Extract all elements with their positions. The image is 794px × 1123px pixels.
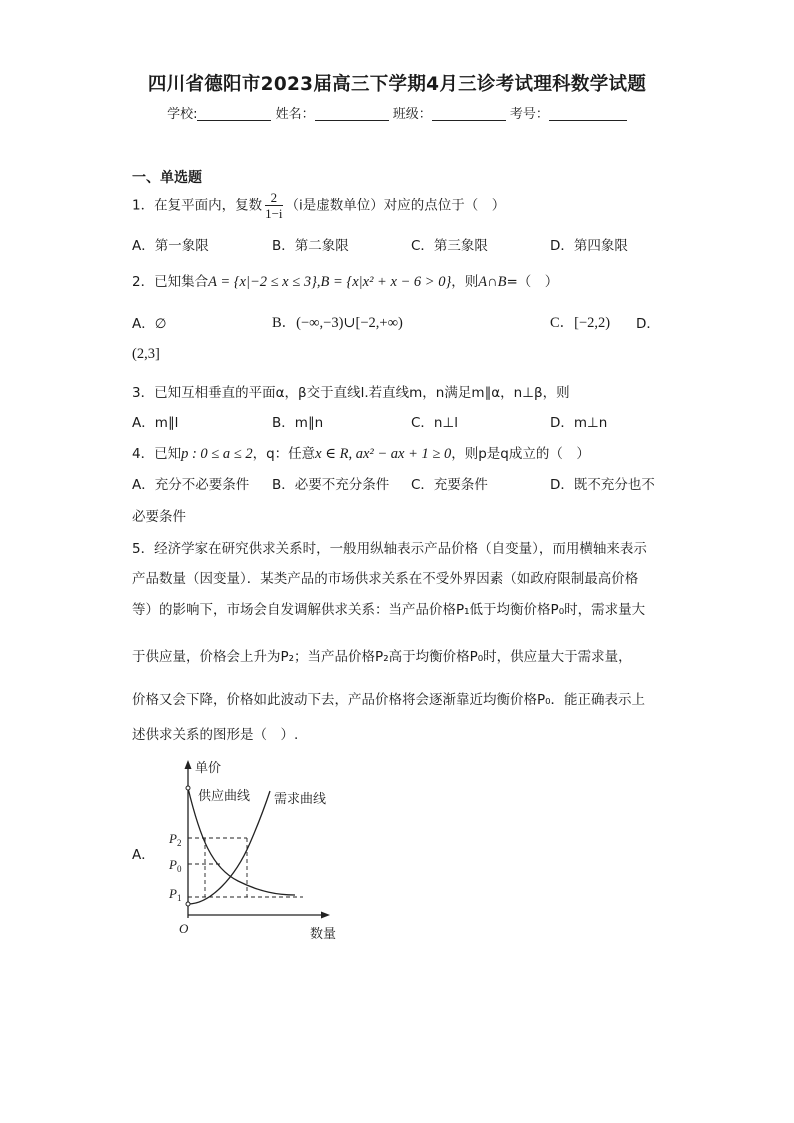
y-axis-label: 单价 [195,760,222,775]
q2-sep: , [316,274,321,290]
q1-option-d: D．第四象限 [550,238,628,254]
q4-prefix: 4．已知 [132,446,182,462]
tick-p1-letter: P [169,886,177,901]
supply-demand-figure [160,758,360,943]
q4-option-b: B．必要不充分条件 [272,477,390,493]
school-blank [197,106,271,121]
q4-q-expr: x ∈ R, ax² − ax + 1 ≥ 0 [315,446,452,462]
supply-curve-label: 供应曲线 [198,788,251,803]
q3-option-d: D．m⊥n [550,415,608,431]
q2-option-d-continued: (2,3] [132,346,160,362]
tick-label-p2 [168,831,181,848]
tick-p2-letter: P [169,831,177,846]
question-2 [132,270,558,291]
supply-start-point [186,902,190,906]
q4-option-c: C．充要条件 [411,477,488,493]
tick-p0-sub: 0 [176,864,182,874]
q2-prefix: 2．已知集合 [132,274,209,290]
x-axis-arrow [321,912,330,919]
x-axis-label: 数量 [310,926,337,941]
q2-set-a: A = {x|−2 ≤ x ≤ 3} [208,274,317,290]
q2-option-d: D． [636,316,660,332]
section-heading: 一、单选题 [132,170,202,186]
tick-p1-sub: 1 [176,893,182,903]
origin-label: O [179,921,189,936]
q1-option-c: C．第三象限 [411,238,488,254]
q1-fraction [265,190,282,221]
q1-frac-num: 2 [265,190,282,206]
q3-option-a: A．m∥l [132,415,179,431]
class-blank [432,106,506,121]
tick-label-p1 [168,886,181,903]
q2-option-b: B．(−∞,−3)∪[−2,+∞) [272,315,403,331]
q4-suffix: ，则p是q成立的（ ） [451,446,590,462]
q2-suffix-a: ，则 [451,274,479,290]
q1-frac-den: 1−i [265,206,283,221]
q1-suffix: （i是虚数单位）对应的点位于（ ） [285,197,506,214]
q2-option-a: A．∅ [132,316,167,332]
q3-option-b: B．m∥n [272,415,324,431]
student-info-line [0,103,794,122]
q4-option-a: A．充分不必要条件 [132,477,250,493]
y-axis-arrow [185,760,192,769]
name-blank [315,106,389,121]
exam-number-label: 考号： [509,107,549,122]
tick-p0-letter: P [169,857,177,872]
q5-line-4: 于供应量，价格会上升为P₂；当产品价格P₂高于均衡价格P₀时，供应量大于需求量， [132,649,632,665]
demand-curve-label: 需求曲线 [274,791,327,806]
tick-label-p0 [168,857,182,874]
q2-suffix-b: =（ ） [506,274,559,290]
question-3: 3．已知互相垂直的平面α，β交于直线l.若直线m，n满足m∥α，n⊥β，则 [132,385,570,401]
q5-line-3: 等）的影响下，市场会自发调解供求关系：当产品价格P₁低于均衡价格P₀时，需求量大 [132,602,646,618]
q5-line-2: 产品数量（因变量）．某类产品的市场供求关系在不受外界因素（如政府限制最高价格 [132,571,639,587]
q5-option-a-label: A． [132,847,155,863]
q4-p-expr: p : 0 ≤ a ≤ 2 [181,446,253,462]
question-1 [132,190,505,221]
q1-prefix: 1．在复平面内，复数 [132,197,263,214]
q5-line-6: 述供求关系的图形是（ ）. [132,727,299,743]
q4-option-d: D．既不充分也不 [550,477,655,493]
school-label: 学校: [167,107,198,122]
q1-option-a: A．第一象限 [132,238,209,254]
class-label: 班级： [392,107,432,122]
page-title: 四川省德阳市2023届高三下学期4月三诊考试理科数学试题 [147,74,647,95]
q5-line-1: 5．经济学家在研究供求关系时，一般用纵轴表示产品价格（自变量），而用横轴来表示 [132,541,647,557]
question-4 [132,442,590,463]
q4-mid: ，q：任意 [252,446,316,462]
q4-option-d-continued: 必要条件 [132,509,186,525]
tick-p2-sub: 2 [176,838,182,848]
q2-expr: A∩B [478,274,507,290]
q1-option-b: B．第二象限 [272,238,349,254]
q5-line-5: 价格又会下降，价格如此波动下去，产品价格将会逐渐靠近均衡价格P₀．能正确表示上 [132,692,646,708]
q2-option-c: C．[−2,2) [550,315,611,331]
supply-curve [188,791,270,904]
q2-set-b: B = {x|x² + x − 6 > 0} [320,274,452,290]
exam-number-blank [549,106,627,121]
name-label: 姓名： [275,107,315,122]
demand-start-point [186,786,190,790]
q3-option-c: C．n⊥l [411,415,458,431]
